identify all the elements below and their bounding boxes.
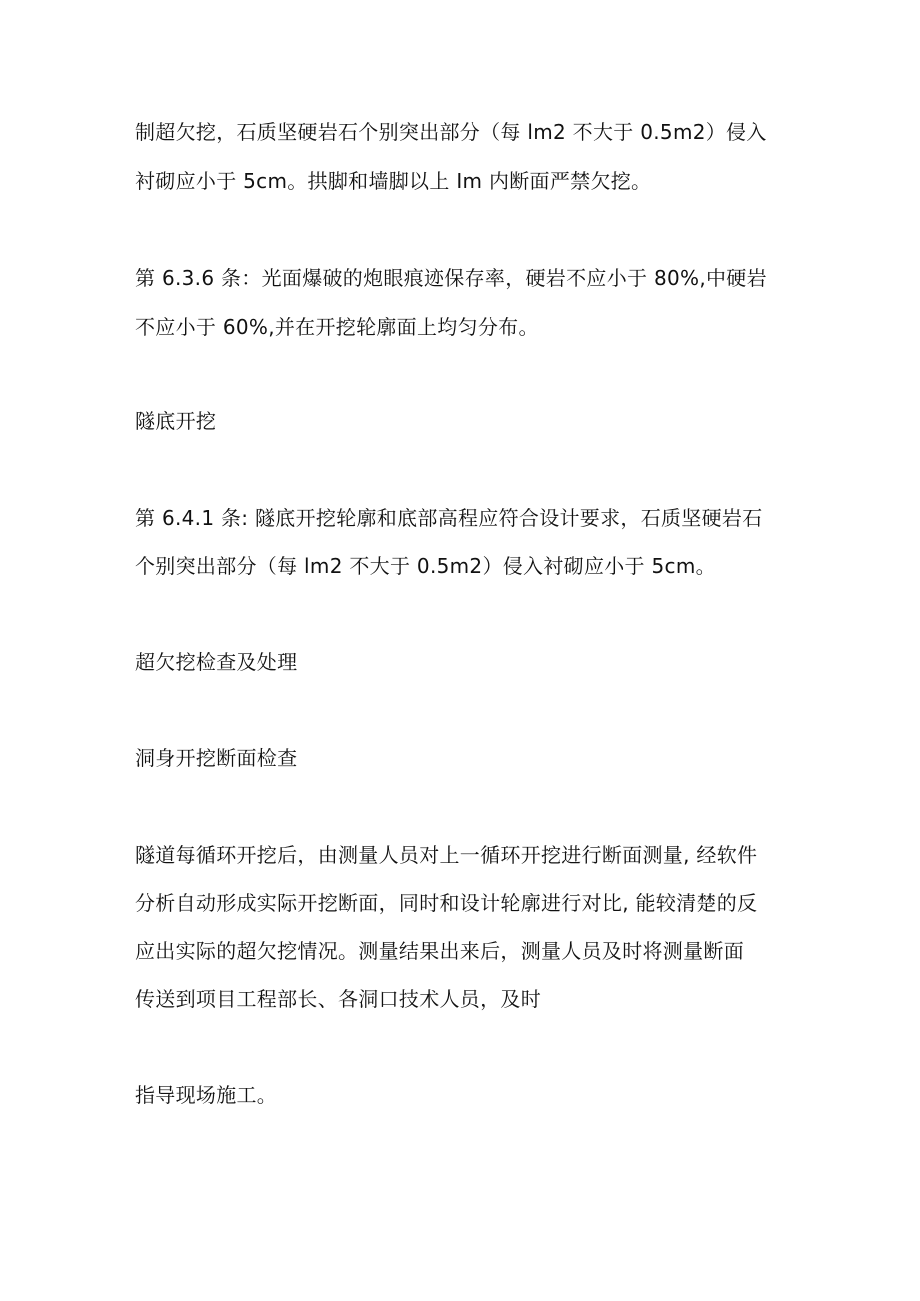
heading-tunnel-section-inspection: 洞身开挖断面检查 [135, 746, 298, 770]
paragraph-section-measurement-line-3: 应出实际的超欠挖情况。测量结果出来后，测量人员及时将测量断面 [135, 939, 744, 963]
paragraph-section-measurement-line-4: 传送到项目工程部长、各洞口技术人员，及时 [135, 987, 541, 1011]
heading-over-under-excavation-inspection: 超欠挖检查及处理 [135, 650, 298, 674]
paragraph-section-measurement-line-2: 分析自动形成实际开挖断面，同时和设计轮廓进行对比, 能较清楚的反 [135, 891, 758, 915]
clause-6-4-1-line-1: 第 6.4.1 条: 隧底开挖轮廓和底部高程应符合设计要求，石质坚硬岩石 [135, 506, 763, 530]
paragraph-over-under-excavation-line-2: 衬砌应小于 5cm。拱脚和墙脚以上 Im 内断面严禁欠挖。 [135, 169, 652, 193]
heading-tunnel-bottom-excavation: 隧底开挖 [135, 409, 217, 433]
paragraph-over-under-excavation-line-1: 制超欠挖，石质坚硬岩石个别突出部分（每 lm2 不大于 0.5m2）侵入 [135, 120, 767, 144]
clause-6-4-1-line-2: 个别突出部分（每 lm2 不大于 0.5m2）侵入衬砌应小于 5cm。 [135, 554, 716, 578]
clause-6-3-6-line-1: 第 6.3.6 条：光面爆破的炮眼痕迹保存率，硬岩不应小于 80%,中硬岩 [135, 266, 767, 290]
clause-6-3-6-line-2: 不应小于 60%,并在开挖轮廓面上均匀分布。 [135, 315, 539, 339]
paragraph-guide-construction: 指导现场施工。 [135, 1083, 278, 1107]
paragraph-section-measurement-line-1: 隧道每循环开挖后，由测量人员对上一循环开挖进行断面测量, 经软件 [135, 843, 758, 867]
